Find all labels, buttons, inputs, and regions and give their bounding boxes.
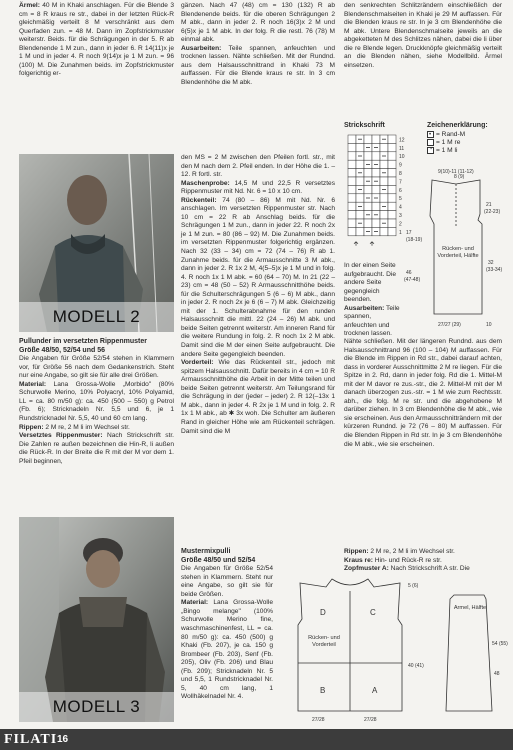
chart-cell: [364, 202, 372, 210]
rand-symbol-icon: •: [427, 131, 434, 138]
col3-mid2-text: Nähte schließen. Mit der längeren Rundnd. aus dem Halsausschnittrand 96 (100 – 104) M auffassen. Für die Blende im Rippen in Rd str., dabei darauf achten, dass in vorderer Ausschnittmitte 2 M re liegen. Für die Spitze in 2. Rd, dann in jeder folg. Rd die 1. Mittel-M mit der M davor re zus.-str., die 2. Mittel-M mit der M danach überzogen zus.-str. = 1 M wie zum Rechtsstr. abh., die folg. M re str. und die abgehobene M darüber ziehen. In 3 cm Blendenhöhe die M abk., wie sie erscheinen. Aus den Armausschnitträndern mit der kürzeren Rundnd. je 72 (76 – 80) M auffassen. Für die Blenden Rippen in Rd str. In je 3 cm Blendenhöhe die M abk., wie sie erscheinen.: [344, 338, 502, 448]
sch2-side: 40 (41): [408, 663, 424, 669]
chart-row-label: 9: [399, 162, 402, 169]
stitch-chart-title: Strickschrift: [344, 122, 385, 129]
col2-mid-para: [181, 180, 335, 197]
chart-cell: [372, 135, 380, 143]
chart-cell: [380, 160, 388, 168]
col3-mid-text: In der einen Seite aufgebraucht. Die andere Seite gegengleich beenden.: [344, 262, 397, 304]
chart-cell: [388, 143, 396, 151]
chart-cell: [372, 202, 380, 210]
chart-arrow-icon: [354, 242, 358, 246]
pullunder-sizes: Größe 48/50, 52/54 und 56: [19, 346, 105, 354]
chart-cell: [388, 219, 396, 227]
chart-cell: [356, 227, 364, 235]
sch2-d: D: [320, 608, 326, 617]
chart-cell: [380, 177, 388, 185]
chart-row-label: 10: [399, 154, 405, 161]
column-3-bottom: [344, 548, 502, 574]
chart-cell: [348, 177, 356, 185]
col1-mid-para: [19, 432, 174, 466]
col3-mid-para: [344, 262, 404, 305]
column-2-bottom: [181, 548, 273, 702]
sch1-right1: 21: [486, 202, 492, 208]
col3-bot-heading: Kraus re:: [344, 556, 373, 564]
sch2-a: A: [372, 686, 378, 695]
col1-mid-para: [19, 355, 174, 381]
col2-top-text: Teile spannen, anfeuchten und trocknen lassen. Nähte schließen. Mit der Rundnd. aus dem Halsausschnittrand in Khaki 73 M auffassen. Für die Blende kraus re str. In 3 cm Blendenhöhe die M abk.: [181, 44, 335, 86]
col1-mid-para: [19, 381, 174, 424]
chart-cell: [372, 185, 380, 193]
schematic-pullunder: [404, 166, 508, 336]
sch1-right2: 32: [488, 260, 494, 266]
sch1-top2: 8 (9): [454, 174, 465, 180]
col3-bot-heading: Zopfmuster A:: [344, 565, 389, 573]
sch2-b: B: [320, 686, 326, 695]
chart-cell: [364, 219, 372, 227]
chart-row-label: 5: [399, 196, 402, 203]
chart-cell: [380, 143, 388, 151]
column-1-top: [19, 2, 174, 79]
chart-row-label: 1: [399, 229, 402, 236]
legend: [427, 122, 507, 162]
chart-row-label: 8: [399, 171, 402, 177]
chart-cell: [356, 177, 364, 185]
col1-mid-text: Lana Grossa-Wolle „Morbido" (80% Schurwolle Merino, 10% Polyacryl, 10% Polyamid, LL = ca. 80 m/50 g): ca. 450 (500 – 550) g Petrol (Fb. 6); Stricknadeln Nr. 5,5 und 6, je 1 Rundstricknadel Nr. 5,5, 40 und 60 cm lang.: [19, 380, 174, 423]
legend-item-re: = 1 M re: [427, 139, 507, 147]
col2-mid-heading: Vorderteil:: [181, 359, 214, 367]
col3-bot-text: Hin- und Rück-R re str.: [372, 556, 442, 564]
stitch-chart-grid: [344, 133, 410, 258]
col3-top-para: [344, 2, 502, 70]
chart-cell: [348, 169, 356, 177]
chart-cell: [380, 211, 388, 219]
column-3-mid2: [344, 338, 502, 449]
pullunder-title: Pullunder im versetzten Rippenmuster: [19, 338, 147, 345]
col2-mid-text: Wie das Rückenteil str., jedoch mit spitzem Halsausschnitt. Dafür bereits in 4 cm = 10 R Armausschnitthöhe die Arbeit in der Mitte teilen und beide Seiten getrennt weiterstr. Am Teilungsrand für die Schrägung in der (jeder – jeder) 2. R 12(–13x 1 M abk., dann in jeder 4. R 2x je 1 M und in folg. 2. R 1x 1 M abk., ab ✱ 3x woh. Die Schulter am äußeren Rand in gleicher Höhe wie am Rückenteil schrägen. Damit sind die M: [181, 359, 335, 435]
chart-cell: [348, 185, 356, 193]
col3-bot-heading: Rippen:: [344, 548, 369, 555]
chart-cell: [388, 135, 396, 143]
col2-top-para: [181, 45, 335, 88]
chart-cell: [356, 143, 364, 151]
chart-cell: [388, 185, 396, 193]
chart-cell: [372, 219, 380, 227]
chart-cell: [388, 211, 396, 219]
col2-bot-heading: Material:: [181, 599, 209, 607]
model-3-label: MODELL 3: [19, 692, 174, 722]
sch1-inner: Rücken- und Vorderteil, Hälfte: [437, 246, 479, 259]
col3-mid-text: Teile spannen, anfeuchten und trocknen lassen.: [344, 304, 400, 338]
sch2-c: C: [370, 608, 376, 617]
chart-cell: [348, 194, 356, 202]
col1-top-heading: Ärmel:: [19, 2, 40, 9]
chart-row-label: 4: [399, 204, 402, 211]
chart-cell: [348, 202, 356, 210]
chart-cell: [348, 219, 356, 227]
col1-mid-heading: Material:: [19, 380, 47, 388]
chart-cell: [364, 135, 372, 143]
col3-bot-text: Nach Strickschrift A str. Die: [388, 565, 470, 573]
col2-bot-para: [181, 565, 273, 599]
stitch-chart: [344, 122, 410, 262]
chart-row-label: 12: [399, 137, 405, 144]
col1-mid-text: Die Angaben für Größe 52/54 stehen in Klammern vor, für Größe 56 nach dem Gedankenstrich. Steht nur eine Angabe, so gilt sie für alle drei Größen.: [19, 355, 174, 380]
col3-bot-para: [344, 565, 502, 574]
col3-mid-para: [344, 305, 404, 339]
chart-cell: [356, 211, 364, 219]
chart-row-label: 3: [399, 213, 402, 219]
col2-top-text: gänzen. Nach 47 (48) cm = 130 (132) R ab Blendenende beids. für die oberen Schrägungen 2 M abk., dann in jeder 2. R noch 16(3)x 2 M und 6(5)x je 1 M abk. In der folg. R die restl. 76 (78) M einmal abk.: [181, 2, 335, 44]
column-1-mid: [19, 338, 174, 466]
col3-bot-para: [344, 557, 502, 566]
model-3-photo: [19, 517, 174, 722]
chart-cell: [364, 169, 372, 177]
column-3-top: [344, 2, 502, 70]
col2-mid-para: [181, 154, 335, 180]
purl-symbol-icon: -: [427, 147, 434, 154]
filati-logo: FILATI: [4, 732, 58, 747]
sch2-bottom: 27/28: [312, 717, 325, 723]
chart-row-label: 2: [399, 221, 402, 228]
schematic-mustermix-body: [278, 575, 438, 725]
chart-row-label: 7: [399, 179, 402, 186]
sch2-bottom2: 27/28: [364, 717, 377, 723]
col2-mid-text: 14,5 M und 22,5 R versetztes Rippenmuster mit Nd. Nr. 6 = 10 x 10 cm.: [181, 179, 335, 196]
col1-mid-text: Nach Strickschrift str. Die Zahlen re außen bezeichnen die Hin-R, li außen die Rück-R. In der Breite die R mit der M vor dem 1. Pfeil beginnen,: [19, 432, 174, 465]
col2-top-heading: Ausarbeiten:: [181, 44, 222, 52]
col3-mid-heading: Ausarbeiten:: [344, 304, 385, 312]
legend-item-li: - = 1 M li: [427, 147, 507, 155]
sch1-top: 9(10)-11 (11-12): [438, 169, 474, 175]
col2-mid-heading: Maschenprobe:: [181, 179, 230, 187]
mustermix-title: Mustermixpulli: [181, 548, 231, 555]
col3-bot-text: 2 M re, 2 M li im Wechsel str.: [368, 548, 455, 555]
chart-cell: [348, 211, 356, 219]
chart-cell: [380, 227, 388, 235]
chart-cell: [388, 152, 396, 160]
mustermix-sizes: Größe 48/50 und 52/54: [181, 556, 256, 564]
chart-cell: [388, 227, 396, 235]
col1-top-para: [19, 2, 174, 79]
col2-bot-para: [181, 599, 273, 702]
chart-cell: [348, 143, 356, 151]
chart-cell: [356, 194, 364, 202]
chart-cell: [348, 227, 356, 235]
col2-bot-text: Die Angaben für Größe 52/54 stehen in Klammern. Steht nur eine Angabe, so gilt sie für beide Größen.: [181, 565, 273, 598]
col2-mid-text: 74 (80 – 86) M mit Nd. Nr. 6 anschlagen. Im versetzten Rippenmuster str. Nach 10 cm = 22 R ab Anschlag beids. für die Schrägungen 1 M zun., dann in jeder 22. R noch 2x je 1 M zun. = 80 (86 – 92) M. Die Zunahmen beids. im versetzten Rippenmuster folgerichtig ergänzen. Nach 32 (33 – 34) cm = 72 (74 – 76) R ab 1. Zunahme beids. für die Armausschnitte 3 M abk., dann in jeder 2. R 1x 2 M, 4(5–5)x je 1 M und in folg. 4. R noch 1x 1 M abk. = 60 (64 – 70) M. In 21 (22 – 23) cm = 48 (50 – 52) R Armausschnitthöhe beids. für die Schulterschrägungen 5 (6 – 6) M abk., dann in jeder 2. R noch 2x je 6 (6 – 7) M abk. Gleichzeitig mit der 1. Schulterabnahme für den runden Halsausschnitt die mittl. 22 (24 – 26) M abk. und beide Seiten getrennt weiterstr. Am inneren Rand für die weitere Rundung in folg. 2. R noch 1x 2 M abk. Damit sind die M der einen Seite aufgebraucht. Die andere Seite gegengleich beenden.: [181, 196, 335, 358]
chart-arrow-icon: [370, 242, 374, 246]
col3-top-text: den senkrechten Schlitzrändern einschließlich der Blendenschmalseiten in Khaki je 29 M auffassen. Für die Blenden kraus re str. In je 3 cm Blendenhöhe die M abk. Untere Blendenschmalseite jeweils an die abgeketteten M des Schlitzes nähen, dabei die li über die re Blende legen. Druckknöpfe gleichmäßig verteilt an die Blenden nähen, siehe Modellbild. Ärmel einsetzen.: [344, 2, 502, 69]
column-3-mid: [344, 262, 404, 339]
legend-title: Zeichenerklärung:: [427, 122, 488, 129]
chart-cell: [364, 185, 372, 193]
sch3-side2: 48: [494, 671, 500, 677]
col1-top-text: 40 M in Khaki anschlagen. Für die Blende 3 cm = 8 R kraus re str., dabei in der letzten Rück-R gleichmäßig verteilt 8 M verschränkt aus dem Querfaden zun. = 48 M. Dann im Zopfstrickmuster weiterstr. Beids. für die Schrägungen in der 5. R ab Blendenende 1 M zun., dann in jeder 6. R 14(11)x je 1 M und in jeder 4. R noch 9(14)x je 1 M zun. = 96 (100) M. Die Zunahmen beids. im Zopfstrickmuster folgerichtig er-: [19, 2, 174, 78]
knit-symbol-icon: [427, 139, 434, 146]
sch3-side: 54 (55): [492, 641, 508, 647]
sch2-h: 5 (6): [408, 583, 419, 589]
chart-cell: [348, 152, 356, 160]
page-number: 16: [57, 734, 69, 745]
legend-item-rand: • = Rand-M: [429, 130, 466, 139]
chart-cell: [388, 202, 396, 210]
col1-mid-heading: Rippen:: [19, 423, 44, 431]
col2-top-para: [181, 2, 335, 45]
sch2-inner: Rücken- und Vorderteil: [308, 635, 340, 648]
chart-cell: [348, 135, 356, 143]
col2-mid-text: den MS = 2 M zwischen den Pfeilen fortl. str., mit den M nach dem 2. Pfeil enden. In der Höhe die 1. – 12. R fortl. str.: [181, 154, 335, 179]
chart-row-label: 11: [399, 145, 405, 152]
sch1-left1: 17: [406, 230, 412, 236]
chart-cell: [388, 194, 396, 202]
col1-mid-heading: Versetztes Rippenmuster:: [19, 432, 103, 440]
column-2-mid: [181, 154, 335, 436]
schematic-sleeve: [440, 575, 510, 725]
chart-row-label: 6: [399, 187, 402, 194]
chart-cell: [348, 160, 356, 168]
chart-cell: [388, 160, 396, 168]
model-2-photo: [19, 154, 174, 332]
chart-cell: [388, 177, 396, 185]
sch1-btm-side: 10: [486, 322, 492, 328]
chart-cell: [380, 194, 388, 202]
sch1-left1b: (18-19): [406, 237, 423, 243]
col2-mid-para: [181, 197, 335, 359]
sch1-right1b: (22-23): [484, 209, 501, 215]
col2-mid-heading: Rückenteil:: [181, 196, 217, 204]
col1-mid-text: 2 M re, 2 M li im Wechsel str.: [43, 423, 130, 431]
col1-mid-para: [19, 424, 174, 433]
sch3-inner: Ärmel, Hälfte: [453, 605, 487, 611]
chart-cell: [388, 169, 396, 177]
chart-cell: [364, 152, 372, 160]
chart-cell: [372, 152, 380, 160]
chart-cell: [372, 169, 380, 177]
col2-mid-para: [181, 359, 335, 436]
sch1-left2: 46: [406, 270, 412, 276]
sch1-right2b: (33-34): [486, 267, 503, 273]
sch1-bottom: 27/27 (29): [438, 322, 461, 328]
col2-bot-text: Lana Grossa-Wolle „Bingo melange" (100% Schurwolle Merino fine, waschmaschinenfest, LL = ca. 80 m/50 g): ca. 450 (500) g Khaki (Fb. 207), je ca. 150 g Brombeer (Fb. 203), Senf (Fb. 205), Oliv (Fb. 206) und Blau (Fb. 209); Stricknadeln Nr. 5 und 5,5, 1 Rundstricknadel Nr. 5, 40 cm lang, 1 Wollhäkelnadel Nr. 4.: [181, 599, 273, 701]
sch1-left2b: (47-48): [404, 277, 421, 283]
page-footer: [0, 729, 513, 750]
column-2-top: [181, 2, 335, 87]
chart-cell: [356, 160, 364, 168]
col3-bot-para: [344, 548, 502, 557]
model-2-label: MODELL 2: [19, 302, 174, 332]
